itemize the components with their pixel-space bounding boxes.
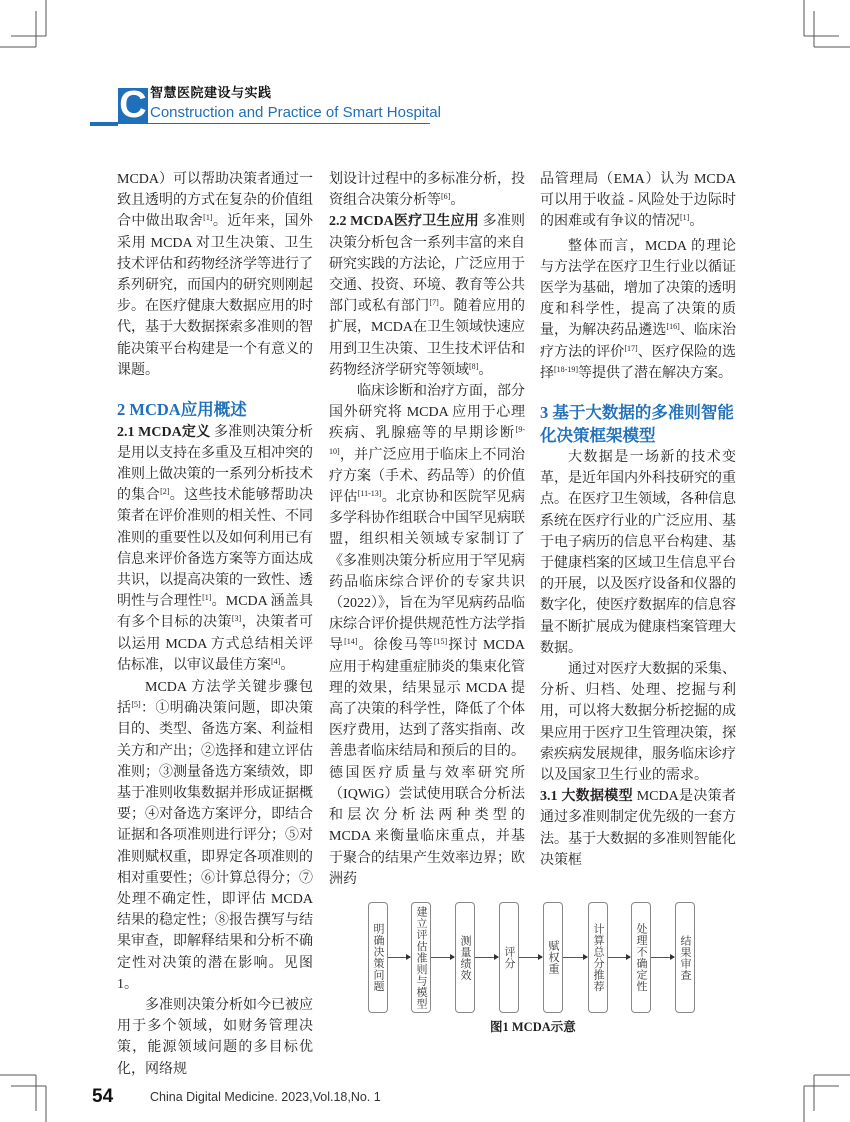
citation-ref: [7]	[429, 298, 439, 308]
flow-arrow-icon	[431, 957, 454, 958]
flow-step-label: 赋权重	[547, 940, 559, 975]
text-run: 临床诊断和治疗方面，部分国外研究将 MCDA 应用于心理疾病、乳腺癌等的早期诊断	[329, 384, 525, 442]
text-run: 划设计过程中的多标准分析，投资组合决策分析等	[329, 172, 525, 209]
text-run: ，决策者可以运用 MCDA 方式总结相关评估标准，以审议最佳方案	[117, 615, 313, 673]
citation-ref: [5]	[131, 700, 141, 710]
flow-step-label: 计算总分推荐	[592, 923, 604, 992]
journal-logo-letter: C	[119, 84, 147, 126]
citation-ref: [3]	[231, 614, 242, 624]
text-run: 整体而言，MCDA 的理论与方法学在医疗卫生行业以循证医学为基础，增加了决策的透明度和科学性，提高了决策的质量，为解决药品遴选	[540, 238, 736, 339]
paragraph	[329, 169, 525, 211]
header-rule	[148, 123, 430, 124]
page-number: 54	[92, 1086, 114, 1107]
citation-ref: [9-10]	[329, 425, 525, 456]
subsection-title: 3.1 大数据模型	[540, 789, 633, 805]
paragraph	[117, 995, 313, 1080]
flow-arrow-icon	[388, 957, 410, 958]
flow-step-box	[675, 902, 695, 1013]
citation-ref: [1]	[203, 213, 213, 223]
flow-arrow-icon	[563, 957, 587, 958]
citation-ref: [1]	[202, 593, 212, 603]
text-column-2	[329, 169, 525, 890]
text-run: 、临床治疗方法的评价	[540, 323, 737, 360]
citation-ref: [14]	[344, 637, 358, 647]
citation-ref: [16]	[666, 322, 680, 332]
flow-step-box	[543, 902, 563, 1013]
text-run: ，并广泛应用于临床上不同治疗方案（手术、药品等）的价值评估	[329, 447, 525, 506]
text-run: 。	[689, 214, 704, 230]
citation-ref: [2]	[160, 487, 170, 497]
text-run: 通过对医疗大数据的采集、分析、归档、处理、挖掘与利用，可以将大数据分析挖掘的成果应用于医疗卫生管理决策，探索疾病发展规律，服务临床诊疗以及国家卫生行业的需求。	[540, 662, 736, 784]
text-run: 。	[280, 657, 295, 673]
flow-step-box	[588, 902, 608, 1013]
flow-arrow-icon	[608, 957, 630, 958]
paragraph	[329, 381, 525, 890]
journal-citation: China Digital Medicine. 2023,Vol.18,No. 1	[150, 1090, 381, 1104]
flow-step-box	[499, 902, 519, 1013]
flow-arrow-icon	[475, 957, 498, 958]
text-run: MCDA 方法学关键步骤包括	[117, 679, 313, 717]
flow-step-label: 评分	[503, 946, 515, 969]
text-run: 多准则决策分析包含一系列丰富的来自研究实践的方法论，广泛应用于交通、投资、环境、教育等公共部门或私有部门	[329, 214, 526, 315]
text-run: 。北京协和医院罕见病多学科协作组联合中国罕见病联盟，组织相关领域专家制订了《多准则决策分析应用于罕见病药品临床综合评价的专家共识（2022）》，旨在为罕见病药品临床综合评价提供规范性方法学指导	[329, 490, 526, 654]
citation-ref: [17]	[624, 343, 638, 353]
citation-ref: [15]	[433, 637, 448, 647]
flow-step-box	[368, 902, 388, 1013]
section-heading: 2 MCDA应用概述	[117, 400, 247, 420]
text-run: 。MCDA 涵盖具有多个目标的决策	[117, 594, 314, 631]
section-heading: 3 基于大数据的多准则智能化决策框架模型	[540, 403, 734, 445]
text-column-1	[117, 169, 313, 1080]
text-run: 品管理局（EMA）认为 MCDA 可以用于收益 - 风险处于边际时的困难或有争议的情况	[540, 172, 736, 230]
paragraph	[117, 677, 313, 995]
paragraph	[117, 422, 313, 676]
paragraph	[540, 659, 736, 786]
paragraph	[117, 169, 313, 381]
text-run: MCDA）可以帮助决策者通过一致且透明的方式在复杂的价值组合中做出取舍	[117, 172, 314, 230]
citation-ref: [1]	[680, 213, 690, 223]
text-run: ：①明确决策问题，即决策目的、类型、备选方案、利益相关方和产出；②选择和建立评估准则；③测量备选方案绩效，即基于准则收集数据并形成证据概要；④对备选方案评分，即结合证据和各项准则进行评分；⑤对准则赋权重，即界定各项准则的相对重要性；⑥计算总得分；⑦处理不确定性，即评估 MCDA 结果的稳定性；⑧报告撰写与结果审查，即解释结果和分析不确定性对决策的潜在影响。见图1。	[117, 701, 313, 992]
section-title-en: Construction and Practice of Smart Hospital	[150, 104, 441, 121]
flow-step-box	[455, 902, 475, 1013]
citation-ref: [8]	[469, 361, 479, 371]
flow-step-label: 处理不确定性	[635, 923, 647, 992]
citation-ref: [4]	[271, 656, 281, 666]
flow-step-label: 明确决策问题	[372, 923, 384, 992]
text-run: 。近年来，国外采用 MCDA 对卫生决策、卫生技术评估和药物经济学等进行了系列研究，而国内的研究则刚起步。在医疗健康大数据应用的时代，基于大数据探索多准则的智能决策平台构建是一个有意义的课题。	[117, 214, 313, 378]
subsection-title: 2.2 MCDA医疗卫生应用	[329, 214, 479, 230]
flow-step-box	[411, 902, 431, 1013]
text-run: 等提供了潜在解决方案。	[578, 365, 732, 381]
text-column-3	[540, 169, 736, 871]
citation-ref: [18-19]	[554, 364, 578, 374]
flow-arrow-icon	[519, 957, 542, 958]
text-run: 多准则决策分析是用以支持在多重及互相冲突的准则上做决策的一系列分析技术的集合	[117, 424, 314, 504]
flow-step-label: 测量绩效	[459, 934, 471, 981]
flow-step-box	[631, 902, 651, 1013]
citation-ref: [6]	[441, 192, 451, 202]
paragraph	[540, 236, 736, 384]
paragraph	[540, 786, 736, 871]
paragraph	[540, 447, 736, 659]
text-run: 多准则决策分析如今已被应用于多个领域，如财务管理决策，能源领域问题的多目标优化，网络规	[117, 998, 313, 1077]
text-run: 。	[478, 362, 493, 378]
text-run: 。	[450, 193, 465, 209]
text-run: 。徐俊马等	[357, 638, 434, 654]
subsection-title: 2.1 MCDA定义	[117, 424, 211, 440]
figure-mcda-flowchart	[355, 896, 745, 1046]
text-run: 。随着应用的扩展，MCDA在卫生领域快速应用到卫生决策、卫生技术评估和药物经济学研究等领域	[329, 299, 526, 378]
text-run: 。这些技术能够帮助决策者在评价准则的相关性、不同准则的重要性以及如何利用已有信息来评价备选方案等方面达成共识，以提高决策的一致性、透明性与合理性	[117, 488, 313, 610]
flow-step-label: 建立评估准则与模型	[415, 905, 427, 1010]
citation-ref: [11-13]	[357, 489, 382, 499]
flow-step-label: 结果审查	[679, 934, 691, 981]
figure-caption: 图1 MCDA示意	[490, 1020, 576, 1034]
text-run: 、医疗保险的选择	[540, 344, 737, 381]
paragraph	[540, 169, 736, 233]
text-run: MCDA是决策者通过多准则制定优先级的一套方法。基于大数据的多准则智能化决策框	[540, 789, 736, 868]
flow-arrow-icon	[651, 957, 674, 958]
section-title-cn: 智慧医院建设与实践	[150, 86, 272, 101]
paragraph	[329, 211, 525, 381]
header-accent-bar	[90, 122, 118, 126]
text-run: 探讨 MCDA 应用于构建重症肺炎的集束化管理的效果，结果显示 MCDA 提高了决策的科学性，降低了个体医疗费用，达到了落实指南、改善患者临床结局和预后的目的。德国医疗质量与效率研究所（IQWiG）尝试使用联合分析法和层次分析法两种类型的 MCDA 来衡量临床重点，并基于聚合的结果产生效率边界；欧洲药	[329, 638, 525, 887]
text-run: 大数据是一场新的技术变革，是近年国内外科技研究的重点。在医疗卫生领域，各种信息系统在医疗行业的广泛应用、基于电子病历的信息平台构建、基于健康档案的区域卫生信息平台的开展，以及医疗设备和仪器的数字化，使医疗数据库的信息容量不断扩展成为健康档案管理大数据。	[540, 450, 736, 656]
